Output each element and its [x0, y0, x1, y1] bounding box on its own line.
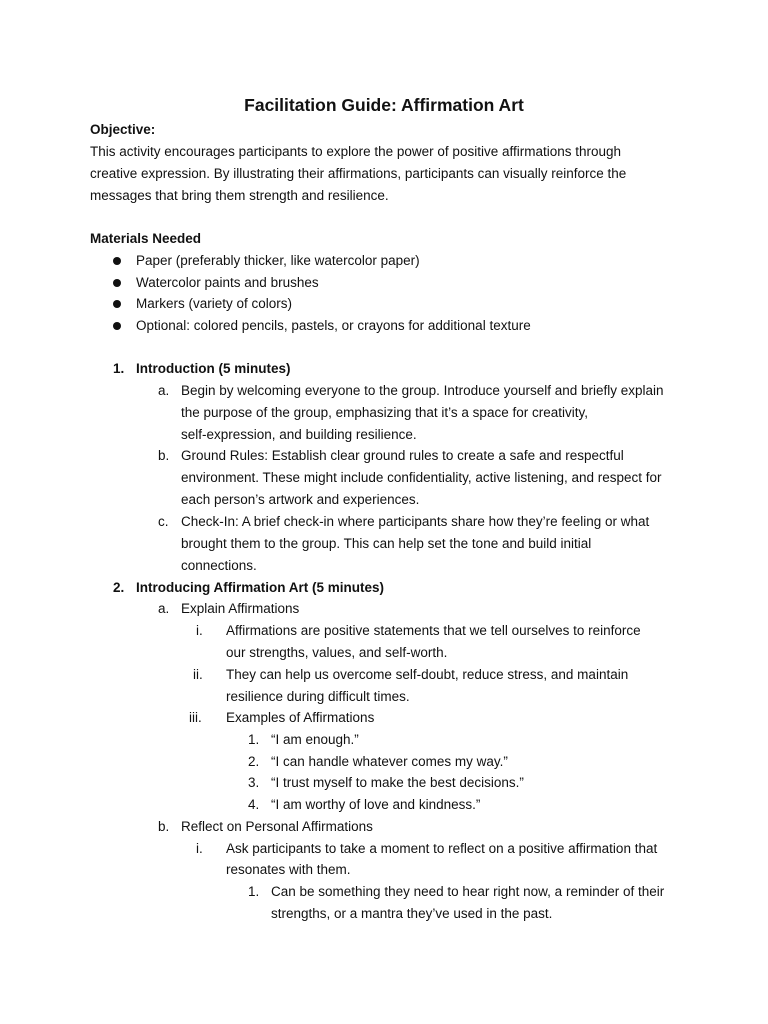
materials-item: Markers (variety of colors) [136, 296, 293, 311]
list-item-line: environment. These might include confidentiality, active listening, and respect for [181, 470, 662, 485]
list-item-line: self-expression, and building resilience. [181, 427, 417, 442]
affirmation-example: “I am enough.” [271, 732, 359, 747]
list-marker: a. [158, 383, 170, 398]
affirmation-example: “I can handle whatever comes my way.” [271, 754, 508, 769]
objective-line: messages that bring them strength and resilience. [90, 188, 389, 203]
list-item-line: Ask participants to take a moment to reflect on a positive affirmation that [226, 841, 658, 856]
bullet-icon [113, 279, 121, 287]
section-title: Introducing Affirmation Art (5 minutes) [136, 580, 384, 595]
affirmation-example: “I am worthy of love and kindness.” [271, 797, 481, 812]
bullet-icon [113, 257, 121, 265]
list-item-line: Reflect on Personal Affirmations [181, 819, 373, 834]
list-marker: i. [196, 841, 203, 856]
objective-line: This activity encourages participants to explore the power of positive affirmations through [90, 144, 622, 159]
list-item-line: strengths, or a mantra they’ve used in the past. [271, 906, 553, 921]
list-item-line: our strengths, values, and self-worth. [226, 645, 448, 660]
bullet-icon [113, 322, 121, 330]
section-number: 1. [113, 361, 125, 376]
objective-heading: Objective: [90, 122, 156, 137]
list-item-line: Explain Affirmations [181, 601, 300, 616]
bullet-icon [113, 300, 121, 308]
materials-item: Optional: colored pencils, pastels, or crayons for additional texture [136, 318, 531, 333]
list-item-line: brought them to the group. This can help set the tone and build initial [181, 536, 592, 551]
list-marker: c. [158, 514, 169, 529]
materials-item: Watercolor paints and brushes [136, 275, 319, 290]
list-item-line: Affirmations are positive statements that we tell ourselves to reinforce [226, 623, 641, 638]
list-item-line: each person’s artwork and experiences. [181, 492, 420, 507]
list-item-line: They can help us overcome self-doubt, reduce stress, and maintain [226, 667, 629, 682]
list-marker: i. [196, 623, 203, 638]
list-item-line: Ground Rules: Establish clear ground rules to create a safe and respectful [181, 448, 624, 463]
list-marker: a. [158, 601, 170, 616]
list-item-line: Begin by welcoming everyone to the group. Introduce yourself and briefly explain [181, 383, 664, 398]
objective-line: creative expression. By illustrating their affirmations, participants can visually reinforce the [90, 166, 627, 181]
section-title: Introduction (5 minutes) [136, 361, 291, 376]
list-marker: b. [158, 819, 170, 834]
list-marker: b. [158, 448, 170, 463]
list-item-line: the purpose of the group, emphasizing that it’s a space for creativity, [181, 405, 588, 420]
list-item-line: Can be something they need to hear right now, a reminder of their [271, 884, 665, 899]
list-marker: 4. [248, 797, 260, 812]
list-item-line: resilience during difficult times. [226, 689, 410, 704]
list-item-line: resonates with them. [226, 862, 351, 877]
list-marker: iii. [189, 710, 202, 725]
list-marker: 1. [248, 884, 260, 899]
list-marker: 1. [248, 732, 260, 747]
affirmation-example: “I trust myself to make the best decisions.” [271, 775, 524, 790]
list-marker: 3. [248, 775, 260, 790]
section-number: 2. [113, 580, 125, 595]
list-item-line: Examples of Affirmations [226, 710, 375, 725]
list-marker: 2. [248, 754, 260, 769]
list-marker: ii. [193, 667, 203, 682]
materials-item: Paper (preferably thicker, like watercolor paper) [136, 253, 420, 268]
list-item-line: Check-In: A brief check-in where participants share how they’re feeling or what [181, 514, 650, 529]
list-item-line: connections. [181, 558, 257, 573]
materials-heading: Materials Needed [90, 231, 202, 246]
page-title: Facilitation Guide: Affirmation Art [244, 95, 524, 115]
